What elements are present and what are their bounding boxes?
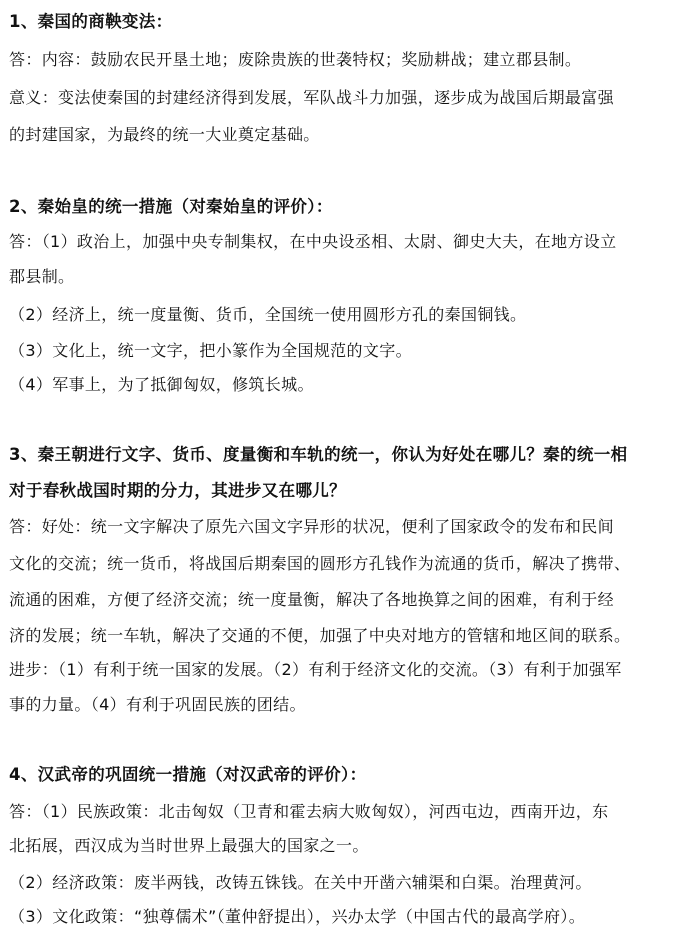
section-3-title-line-2: 对于春秋战国时期的分力，其进步又在哪儿？ xyxy=(9,481,346,500)
section-3-line-4: 济的发展；统一车轨，解决了交通的不便，加强了中央对地方的管辖和地区间的联系。 xyxy=(9,626,631,645)
section-4-line-4: （3）文化政策：“独尊儒术”（董仲舒提出），兴办太学（中国古代的最高学府）。 xyxy=(9,907,586,926)
section-2-line-1: 答：（1）政治上，加强中央专制集权，在中央设丞相、太尉、御史大夫，在地方设立 xyxy=(9,232,617,251)
section-1-line-2: 意义：变法使秦国的封建经济得到发展，军队战斗力加强，逐步成为战国后期最富强 xyxy=(9,88,614,107)
section-1-title: 1、秦国的商鞅变法： xyxy=(9,12,173,31)
section-4-title: 4、汉武帝的巩固统一措施（对汉武帝的评价）： xyxy=(9,765,367,784)
section-3-line-6: 事的力量。（4）有利于巩固民族的团结。 xyxy=(9,695,306,714)
section-4-line-2: 北拓展，西汉成为当时世界上最强大的国家之一。 xyxy=(9,836,369,855)
section-2-line-4: （3）文化上，统一文字，把小篆作为全国规范的文字。 xyxy=(9,341,412,360)
section-1-line-1: 答：内容：鼓励农民开垦土地；废除贵族的世袭特权；奖励耕战；建立郡县制。 xyxy=(9,50,582,69)
section-2-line-3: （2）经济上，统一度量衡、货币，全国统一使用圆形方孔的秦国铜钱。 xyxy=(9,305,527,324)
section-3-line-2: 文化的交流；统一货币，将战国后期秦国的圆形方孔钱作为流通的货币，解决了携带、 xyxy=(9,554,631,573)
section-3-line-1: 答：好处：统一文字解决了原先六国文字异形的状况，便利了国家政令的发布和民间 xyxy=(9,517,614,536)
section-3-title-line-1: 3、秦王朝进行文字、货币、度量衡和车轨的统一，你认为好处在哪儿？秦的统一相 xyxy=(9,445,628,464)
section-2-line-2: 郡县制。 xyxy=(9,267,75,286)
section-4-line-3: （2）经济政策：废半两钱，改铸五铢钱。在关中开凿六辅渠和白渠。治理黄河。 xyxy=(9,873,592,892)
section-1-line-3: 的封建国家，为最终的统一大业奠定基础。 xyxy=(9,125,320,144)
section-4-line-1: 答：（1）民族政策：北击匈奴（卫青和霍去病大败匈奴），河西屯边，西南开边，东 xyxy=(9,802,609,821)
section-3-line-3: 流通的困难，方便了经济交流；统一度量衡，解决了各地换算之间的困难，有利于经 xyxy=(9,590,614,609)
section-2-line-5: （4）军事上，为了抵御匈奴，修筑长城。 xyxy=(9,375,314,394)
section-3-line-5: 进步：（1）有利于统一国家的发展。（2）有利于经济文化的交流。（3）有利于加强军 xyxy=(9,660,622,679)
section-2-title: 2、秦始皇的统一措施（对秦始皇的评价）： xyxy=(9,197,333,216)
